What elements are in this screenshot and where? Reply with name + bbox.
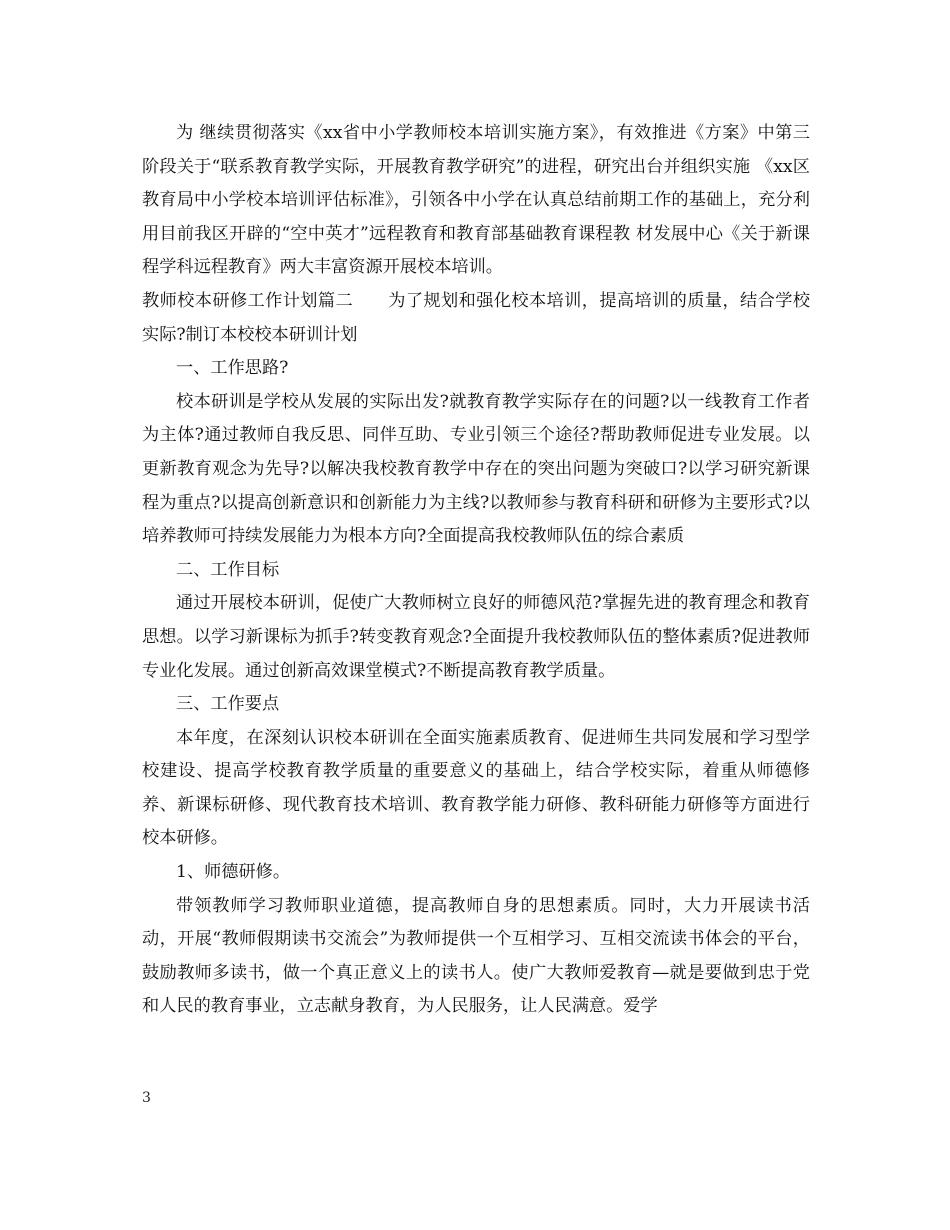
work-points-paragraph: 本年度，在深刻认识校本研训在全面实施素质教育、促进师生共同发展和学习型学校建设、提高学校教育教学质量的重要意义的基础上，结合学校实际，着重从师德修养、新课标研修、现代教育技术培训、教育教学能力研修、教科研能力研修等方面进行校本研修。 [142,727,810,849]
work-goals-paragraph: 通过开展校本研训，促使广大教师树立良好的师德风范?掌握先进的教育理念和教育思想。以学习新课标为抓手?转变教育观念?全面提升我校教师队伍的整体素质?促进教师专业化发展。通过创新高效课堂模式?不断提高教育教学质量。 [142,593,810,681]
document-body [142,117,810,1024]
ethics-paragraph: 带领教师学习教师职业道德，提高教师自身的思想素质。同时，大力开展读书活动，开展“教师假期读书交流会”为教师提供一个互相学习、互相交流读书体会的平台，鼓励教师多读书，做一个真正意义上的读书人。使广大教师爱教育—就是要做到忠于党和人民的教育事业，立志献身教育，为人民服务，让人民满意。爱学 [142,895,810,1017]
chapter-title-paragraph: 教师校本研修工作计划篇二 为了规划和强化校本培训，提高培训的质量，结合学校实际?制订本校校本研训计划 [142,290,810,345]
subsection-heading-ethics: 1、师德研修。 [176,862,291,883]
work-ideas-paragraph: 校本研训是学校从发展的实际出发?就教育教学实际存在的问题?以一线教育工作者为主体?通过教师自我反思、同伴互助、专业引领三个途径?帮助教师促进专业发展。以更新教育观念为先导?以解决我校教育教学中存在的突出问题为突破口?以学习研究新课程为重点?以提高创新意识和创新能力为主线?以教师参与教育科研和研修为主要形式?以培养教师可持续发展能力为根本方向?全面提高我校教师队伍的综合素质 [142,391,810,547]
section-heading-work-ideas: 一、工作思路? [176,358,289,379]
intro-paragraph: 为 继续贯彻落实《xx省中小学教师校本培训实施方案》，有效推进《方案》中第三阶段关于“联系教育教学实际，开展教育教学研究”的进程，研究出台并组织实施 《xx区教育局中小学校本培训评估标准》，引领各中小学在认真总结前期工作的基础上，充分利用目前我区开辟的“空中英才”远程教育和教育部基础教育课程教 材发展中心《关于新课程学科远程教育》两大丰富资源开展校本培训。 [142,123,810,278]
section-heading-work-points: 三、工作要点 [176,694,280,715]
page-number: 3 [142,1090,151,1106]
section-heading-work-goals: 二、工作目标 [176,559,280,580]
